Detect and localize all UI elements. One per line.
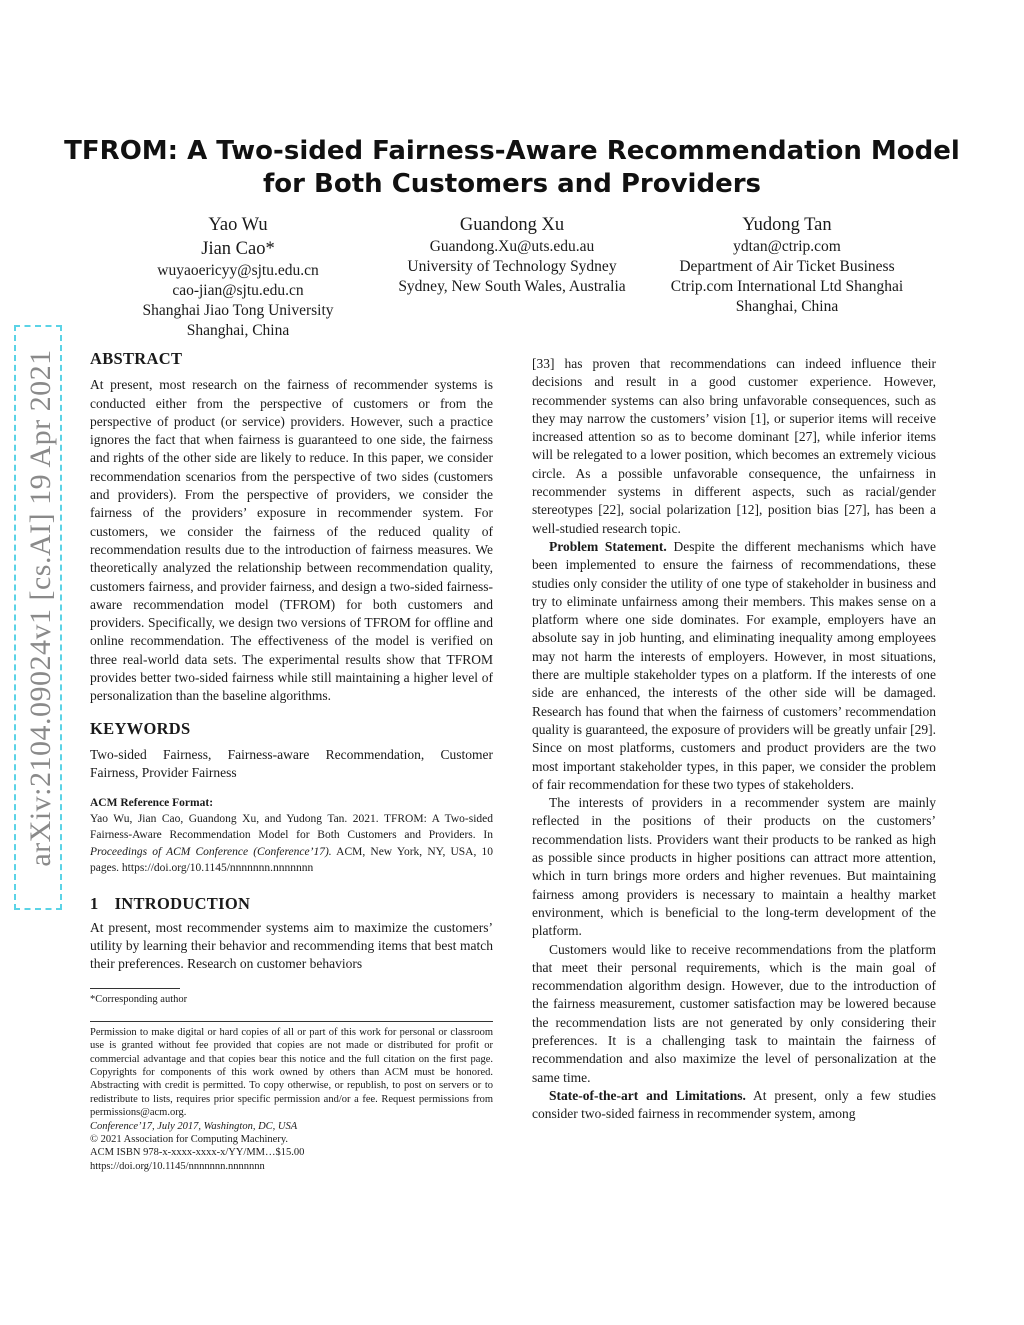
problem-statement-paragraph	[532, 538, 936, 794]
section-number: 1	[90, 893, 99, 913]
keywords-heading: KEYWORDS	[90, 718, 191, 738]
right-column	[532, 355, 936, 1123]
acm-reference-text	[90, 811, 493, 877]
doi-link[interactable]: https://doi.org/10.1145/nnnnnnn.nnnnnnn	[90, 1160, 265, 1172]
introduction-text: At present, most recommender systems aim to maximize the customers’ utility by learning their behavior and recommending items that best match their preferences. Research on customer behaviors	[90, 919, 493, 972]
author-location: Shanghai, China	[186, 322, 290, 339]
author-email: wuyaoericyy@sjtu.edu.cn	[157, 262, 319, 279]
copyright-notice: © 2021 Association for Computing Machinery.	[90, 1133, 289, 1145]
author-email: ydtan@ctrip.com	[733, 238, 841, 255]
intro-paragraph-1: [33] has proven that recommendations can indeed influence their decisions and result in a good customer experience. However, recommender systems can also bring unfavorable consequences, such as they may narrow the customers’ vision [1], or superior items will receive increased attention so as to become dominant [27], while inferior items will be relegated to a lower position, which becomes an extremely vicious circle. As a possible unfavorable consequence, the unfairness in recommender systems in different aspects, such as racial/gender stereotypes [22], social polarization [12], position bias [27], has been a well-studied research topic.	[532, 356, 936, 536]
author-name: Yao Wu	[208, 215, 268, 235]
author-block-ctrip	[650, 213, 924, 317]
state-of-the-art-paragraph	[532, 1087, 936, 1124]
author-location: Shanghai, China	[735, 298, 839, 315]
author-block-sjtu	[118, 213, 358, 341]
introduction-heading	[90, 895, 493, 913]
isbn: ACM ISBN 978-x-xxxx-xxxx-x/YY/MM…$15.00	[90, 1147, 305, 1159]
author-affiliation: University of Technology Sydney	[407, 258, 617, 275]
author-affiliation: Shanghai Jiao Tong University	[142, 302, 334, 319]
paper-title: TFROM: A Two-sided Fairness-Aware Recommendation Model for Both Customers and Providers	[64, 136, 960, 199]
author-name: Jian Cao*	[201, 239, 275, 259]
acm-reference-doi: ACM, New York, NY, USA, 10 pages. https://doi.org/10.1145/nnnnnnn.nnnnnnn	[90, 845, 493, 875]
acm-reference-heading: ACM Reference Format:	[90, 796, 214, 809]
author-location: Sydney, New South Wales, Australia	[398, 278, 626, 295]
arxiv-identifier: arXiv:2104.09024v1 [cs.AI] 19 Apr 2021	[24, 349, 57, 867]
author-block-uts	[372, 213, 652, 297]
problem-statement-heading: Problem Statement.	[549, 538, 667, 554]
author-email: cao-jian@sjtu.edu.cn	[172, 282, 304, 299]
author-department: Department of Air Ticket Business	[679, 258, 895, 275]
acm-reference-citation: Yao Wu, Jian Cao, Guandong Xu, and Yudong Tan. 2021. TFROM: A Two-sided Fairness-Aware Recommendation Model for Both Customers and Providers. In	[90, 812, 493, 842]
left-column	[90, 350, 493, 1173]
author-email: Guandong.Xu@uts.edu.au	[429, 238, 595, 255]
author-affiliation: Ctrip.com International Ltd Shanghai	[670, 278, 904, 295]
permission-text: Permission to make digital or hard copies of all or part of this work for personal or classroom use is granted without fee provided that copies are not made or distributed for profit or commercial advantage and that copies bear this notice and the full citation on the first page. Copyrights for components of this work owned by others than ACM must be honored. Abstracting with credit is permitted. To copy otherwise, or republish, to post on servers or to redistribute to lists, requires prior specific permission and/or a fee. Request permissions from permissions@acm.org.	[90, 1026, 493, 1119]
problem-statement-text: Despite the different mechanisms which have been implemented to ensure the fairness of recommendations, these studies only consider the utility of one type of stakeholder in business and try to eliminate unfairness among their members. This makes sense on a platform where one side dominates. For example, employers have an absolute say in job hunting, and eliminating inequality among employees may not harm the interests of employers. However, in most situations, there are multiple stakeholder types on a platform. If the interests of one side are enhanced, the interests of the other side will be damaged. Research has found that when the fairness of customers’ recommendation quality is guaranteed, the exposure of providers will be greatly unfair [29]. Since on most platforms, customers and product providers are the two most important stakeholder types, in this paper, we consider the problem of fair recommendation for these two types of stakeholders.	[532, 538, 936, 792]
state-of-the-art-heading: State-of-the-art and Limitations.	[549, 1087, 746, 1103]
corresponding-author-footnote: *Corresponding author	[90, 993, 188, 1005]
author-name: Yudong Tan	[742, 215, 832, 235]
section-title: INTRODUCTION	[114, 893, 251, 913]
permission-block	[90, 1026, 493, 1173]
conference-info: Conference’17, July 2017, Washington, DC, USA	[90, 1120, 298, 1132]
footnote-divider	[90, 988, 180, 989]
providers-paragraph: The interests of providers in a recommender system are mainly reflected in the positions of their products on the customers’ recommendation lists. Providers want their products to be ranked as high as possible since products in higher positions can attract more attention, which in turn brings more orders and higher revenues. But maintaining fairness among providers is necessary to maintain a healthy market environment, which is beneficial to the long-term development of the platform.	[532, 795, 936, 939]
author-name: Guandong Xu	[459, 215, 565, 235]
customers-paragraph: Customers would like to receive recommendations from the platform that meet their personal requirements, which is the main goal of recommendation algorithm design. However, due to the introduction of the fairness measurement, customer satisfaction may be lowered because the recommendation lists are not generated by only considering their preferences. It is a challenging task to maintain the fairness of recommendation and also maximize the level of personalization at the same time.	[532, 941, 936, 1085]
state-of-the-art-text: At present, only a few studies consider two-sided fairness in recommender system, among	[532, 1087, 936, 1122]
permission-divider	[90, 1021, 493, 1022]
abstract-heading: ABSTRACT	[90, 349, 183, 368]
abstract-text: At present, most research on the fairness of recommender systems is conducted either from the perspective of customers or from the perspective of product (or service) providers. However, such a practice ignores the fact that when fairness is guaranteed to one side, the fairness and rights of the other side are likely to reduce. In this paper, we consider recommendation scenarios from the perspective of two sides (customers and providers). From the perspective of providers, we consider the fairness of the providers’ exposure in recommender system. For customers, we consider the fairness of the reduced quality of recommendation results due to the introduction of fairness measures. We theoretically analyzed the relationship between recommendation quality, customers fairness, and provider fairness, and design a two-sided fairness-aware recommendation model (TFROM) for both customers and providers. Specifically, we design two versions of TFROM for offline and online recommendation. The effectiveness of the model is verified on three real-world data sets. The experimental results show that TFROM provides better two-sided fairness while still maintaining a higher level of personalization than the baseline algorithms.	[90, 377, 493, 704]
acm-reference-venue: Proceedings of ACM Conference (Conference’17).	[90, 845, 332, 858]
keywords-text: Two-sided Fairness, Fairness-aware Recommendation, Customer Fairness, Provider Fairness	[90, 746, 493, 781]
